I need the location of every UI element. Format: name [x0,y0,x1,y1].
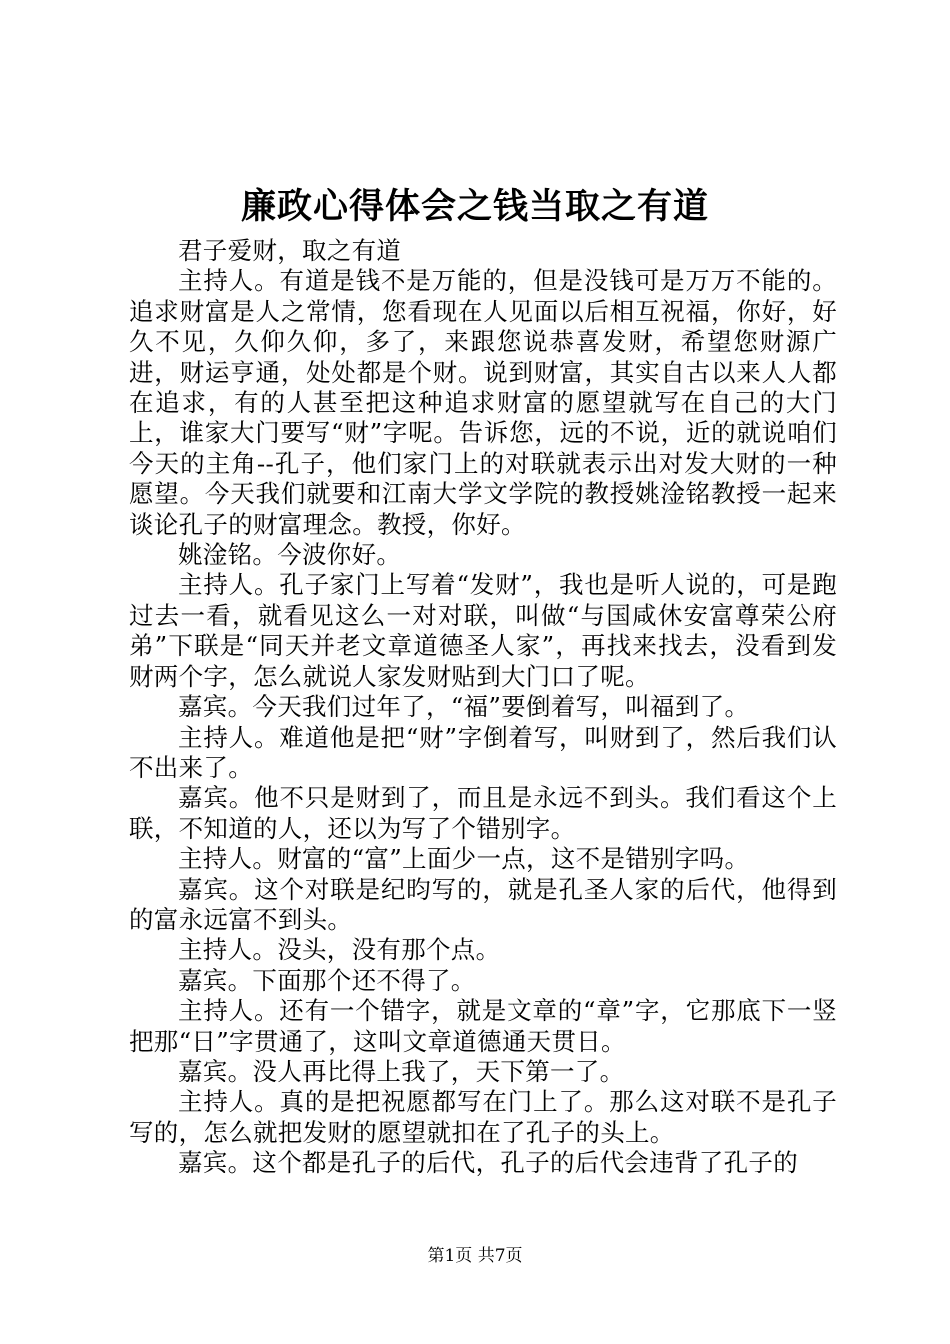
page-number: 第1页 共7页 [427,1246,523,1266]
paragraph: 主持人。难道他是把“财”字倒着写，叫财到了，然后我们认不出来了。 [129,722,837,782]
paragraph: 主持人。没头，没有那个点。 [178,935,501,965]
paragraph: 嘉宾。没人再比得上我了，天下第一了。 [178,1056,625,1086]
paragraph: 君子爱财，取之有道 [178,236,402,265]
paragraph: 嘉宾。下面那个还不得了。 [178,965,476,995]
paragraph: 主持人。有道是钱不是万能的，但是没钱可是万万不能的。追求财富是人之常情，您看现在人见面以后相互祝福，你好，好久不见，久仰久仰，多了，来跟您说恭喜发财，希望您财源广进，财运亨通，处处都是个财。说到财富，其实自古以来人人都在追求，有的人甚至把这种追求财富的愿望就写在自己的大门上，谁家大门要写“财”字呢。告诉您，远的不说，近的就说咱们今天的主角--孔子，他们家门上的对联就表示出对发大财的一种愿望。今天我们就要和江南大学文学院的教授姚淦铭教授一起来谈论孔子的财富理念。教授，你好。 [129,266,837,539]
paragraph: 主持人。还有一个错字，就是文章的“章”字，它那底下一竖把那“日”字贯通了，这叫文章道德通天贯日。 [129,996,837,1056]
paragraph: 主持人。孔子家门上写着“发财”，我也是听人说的，可是跑过去一看，就看见这么一对对联，叫做“与国咸休安富尊荣公府弟”下联是“同天并老文章道德圣人家”，再找来找去，没看到发财两个字，怎么就说人家发财贴到大门口了呢。 [129,570,837,691]
paragraph: 嘉宾。今天我们过年了，“福”要倒着写，叫福到了。 [178,692,750,722]
document-body [129,236,837,1179]
paragraph: 嘉宾。他不只是财到了，而且是永远不到头。我们看这个上联，不知道的人，还以为写了个错别字。 [129,783,837,843]
paragraph: 嘉宾。这个都是孔子的后代，孔子的后代会违背了孔子的 [178,1148,798,1178]
paragraph: 嘉宾。这个对联是纪昀写的，就是孔圣人家的后代，他得到的富永远富不到头。 [129,874,837,934]
document-title: 廉政心得体会之钱当取之有道 [240,186,709,227]
paragraph: 姚淦铭。今波你好。 [178,540,402,570]
paragraph: 主持人。财富的“富”上面少一点，这不是错别字吗。 [178,844,750,874]
paragraph: 主持人。真的是把祝愿都写在门上了。那么这对联不是孔子写的，怎么就把发财的愿望就扣在了孔子的头上。 [129,1087,837,1147]
